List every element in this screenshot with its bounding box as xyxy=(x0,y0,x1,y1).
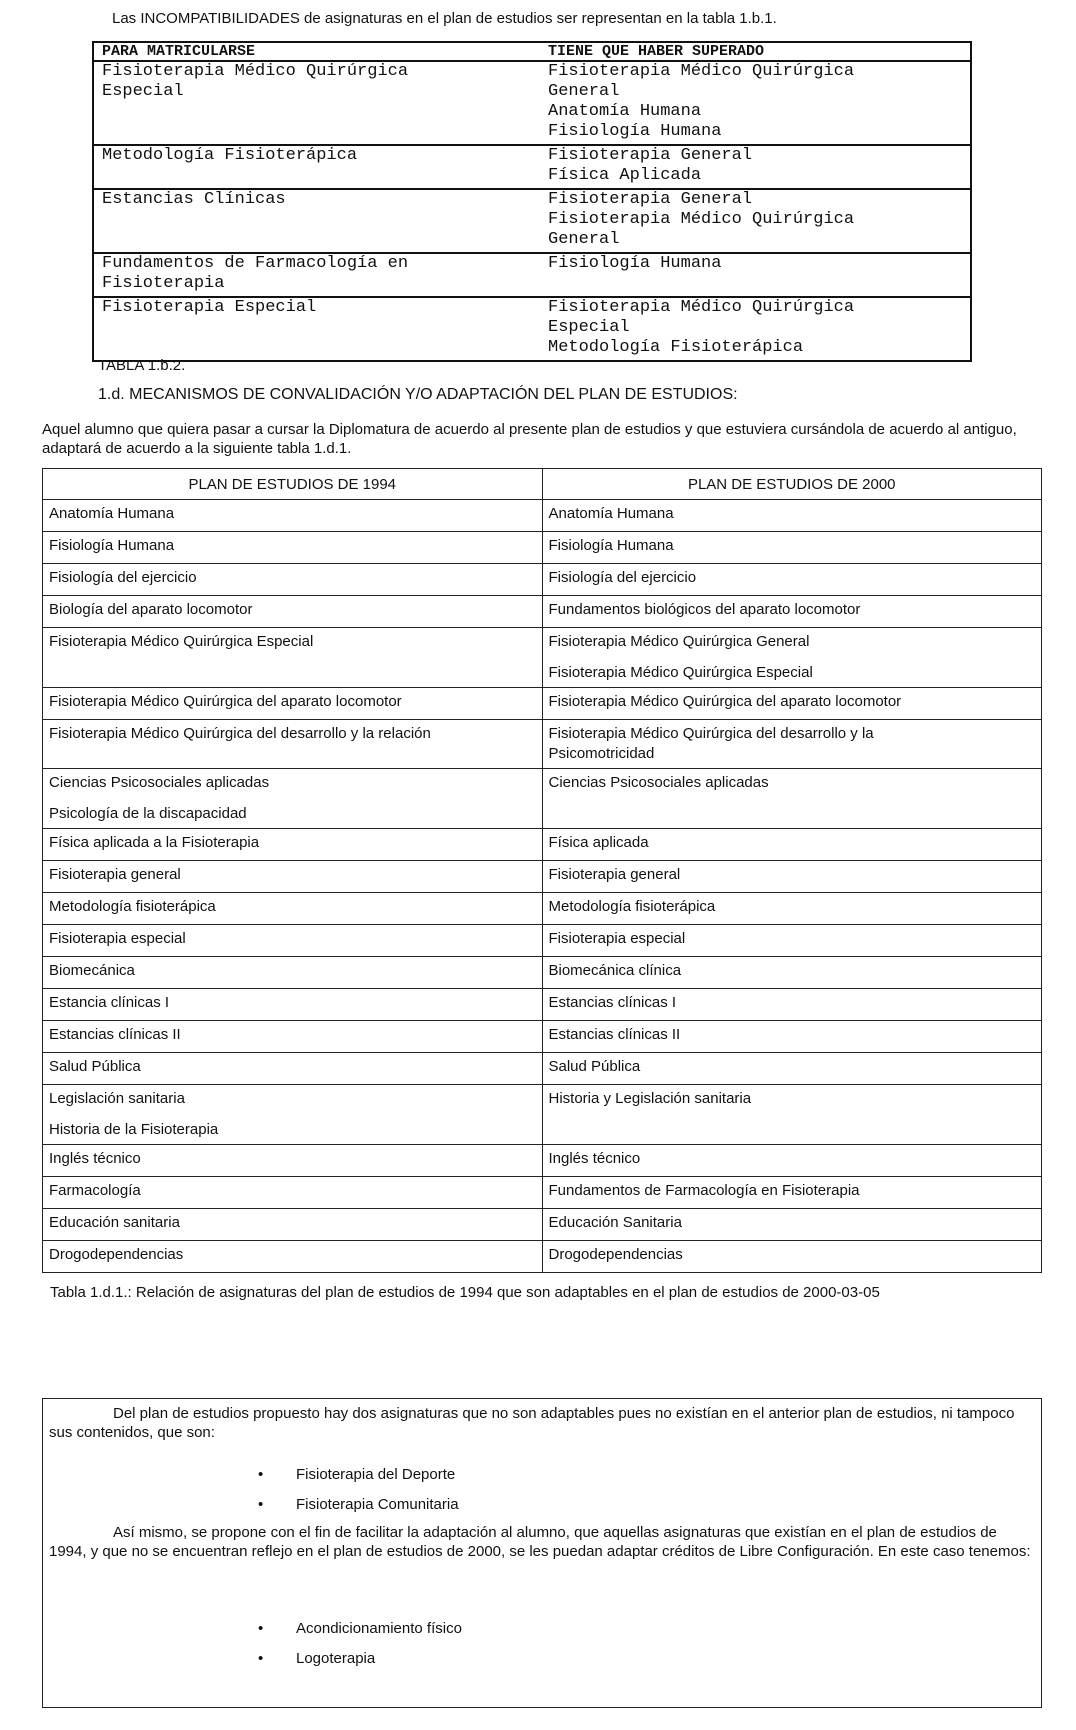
table-row xyxy=(43,1085,1042,1145)
bullet-text: Logoterapia xyxy=(296,1650,376,1667)
plan-2000-cell xyxy=(542,769,1042,829)
cell-line: Metodología Fisioterápica xyxy=(102,146,358,165)
plan-2000-cell xyxy=(542,628,1042,688)
cell-line: Fisioterapia xyxy=(102,274,225,293)
requirement-cell xyxy=(93,253,540,297)
table-row xyxy=(93,297,971,361)
table-row xyxy=(43,861,1042,893)
table-row xyxy=(43,688,1042,720)
cell-line: Salud Pública xyxy=(548,1058,641,1075)
table2-header-2000: PLAN DE ESTUDIOS DE 2000 xyxy=(542,469,1042,500)
plan-2000-cell xyxy=(542,532,1042,564)
plan-1994-cell xyxy=(43,957,543,989)
cell-line: Historia de la Fisioterapia xyxy=(49,1121,219,1138)
plan-1994-cell xyxy=(43,1145,543,1177)
cell-line: Fisiología Humana xyxy=(548,537,674,554)
cell-line: Biomecánica clínica xyxy=(548,962,682,979)
plan-1994-cell xyxy=(43,769,543,829)
plan-2000-cell xyxy=(542,1021,1042,1053)
intro-paragraph: Aquel alumno que quiera pasar a cursar la Diplomatura de acuerdo al presente plan de estudios y que estuviera cursándola de acuerdo al antiguo, adaptará de acuerdo a la siguiente tabla 1.d.1. xyxy=(42,421,1017,457)
plan-2000-cell xyxy=(542,1177,1042,1209)
cell-line: Fisioterapia Médico Quirúrgica xyxy=(548,62,855,81)
table-row xyxy=(43,1241,1042,1273)
plan-1994-cell xyxy=(43,829,543,861)
cell-line: Metodología Fisioterápica xyxy=(548,338,804,357)
cell-line: Fisioterapia general xyxy=(49,866,181,883)
notes-box xyxy=(42,1398,1042,1708)
plan-2000-cell xyxy=(542,957,1042,989)
table-row xyxy=(93,253,971,297)
requirement-cell xyxy=(93,189,540,253)
cell-line: Fisioterapia Médico Quirúrgica del desarrollo y la xyxy=(548,725,874,742)
plan-1994-cell xyxy=(43,1053,543,1085)
plan-1994-cell xyxy=(43,596,543,628)
bullet-item xyxy=(258,1620,462,1637)
cell-line: Drogodependencias xyxy=(548,1246,683,1263)
cell-line: Especial xyxy=(548,318,630,337)
plan-2000-cell xyxy=(542,829,1042,861)
cell-line: Metodología fisioterápica xyxy=(548,898,716,915)
plan-2000-cell xyxy=(542,1209,1042,1241)
cell-line: Salud Pública xyxy=(49,1058,141,1075)
cell-line: Fisioterapia Médico Quirúrgica xyxy=(548,298,855,317)
cell-line: Inglés técnico xyxy=(49,1150,141,1167)
cell-line: Fisiología del ejercicio xyxy=(49,569,197,586)
table-row xyxy=(43,1145,1042,1177)
bullet-icon: • xyxy=(258,1620,264,1637)
cell-line: Fisioterapia Médico Quirúrgica General xyxy=(548,633,810,650)
cell-line: Educación sanitaria xyxy=(49,1214,180,1231)
cell-line: Farmacología xyxy=(49,1182,141,1199)
cell-line: Fisioterapia especial xyxy=(548,930,686,947)
plan-2000-cell xyxy=(542,1241,1042,1273)
table-row xyxy=(43,596,1042,628)
table-row xyxy=(43,1177,1042,1209)
requirement-cell xyxy=(93,297,540,361)
cell-line: Fundamentos de Farmacología en Fisioterapia xyxy=(548,1182,860,1199)
plan-1994-cell xyxy=(43,989,543,1021)
cell-line: Fisiología Humana xyxy=(548,122,722,141)
section-heading: 1.d. MECANISMOS DE CONVALIDACIÓN Y/O ADAPTACIÓN DEL PLAN DE ESTUDIOS: xyxy=(98,386,738,403)
cell-line: Anatomía Humana xyxy=(548,102,702,121)
cell-line: Estancia clínicas I xyxy=(49,994,170,1011)
plan-2000-cell xyxy=(542,688,1042,720)
requirement-cell xyxy=(93,145,540,189)
cell-line: Anatomía Humana xyxy=(548,505,674,522)
plan-1994-cell xyxy=(43,720,543,769)
cell-line: Fundamentos biológicos del aparato locomotor xyxy=(548,601,861,618)
cell-line: Fisioterapia Especial xyxy=(102,298,317,317)
cell-line: Psicología de la discapacidad xyxy=(49,805,247,822)
cell-line: Estancias clínicas II xyxy=(548,1026,681,1043)
cell-line: Legislación sanitaria xyxy=(49,1090,185,1107)
plan-1994-cell xyxy=(43,688,543,720)
plan-1994-cell xyxy=(43,1021,543,1053)
cell-line: Estancias clínicas I xyxy=(548,994,677,1011)
table2-caption: Tabla 1.d.1.: Relación de asignaturas del plan de estudios de 1994 que son adaptables en el plan de estudios de 2000-03-05 xyxy=(50,1284,880,1301)
plan-1994-cell xyxy=(43,500,543,532)
plan-2000-cell xyxy=(542,861,1042,893)
plan-1994-cell xyxy=(43,893,543,925)
plan-1994-cell xyxy=(43,1209,543,1241)
cell-line: Estancias Clínicas xyxy=(102,190,286,209)
plan-2000-cell xyxy=(542,1145,1042,1177)
prerequisite-cell xyxy=(540,297,971,361)
plan-2000-cell xyxy=(542,925,1042,957)
plan-1994-cell xyxy=(43,925,543,957)
table-row xyxy=(43,769,1042,829)
cell-line: Fisioterapia Médico Quirúrgica xyxy=(548,210,855,229)
cell-line: Física Aplicada xyxy=(548,166,702,185)
cell-line: Fisioterapia Médico Quirúrgica Especial xyxy=(548,664,813,681)
notes-paragraph-2: Así mismo, se propone con el fin de facilitar la adaptación al alumno, que aquellas asignaturas que existían en el plan de estudios de 1994, y que no se encuentran reflejo en el plan de estudios de 2000, se les puedan adaptar créditos de Libre Configuración. En este caso tenemos: xyxy=(49,1524,1031,1560)
bullet-text: Fisioterapia del Deporte xyxy=(296,1466,456,1483)
table-row xyxy=(43,532,1042,564)
plan-2000-cell xyxy=(542,596,1042,628)
plan-1994-cell xyxy=(43,1241,543,1273)
cell-line: Fisioterapia Médico Quirúrgica Especial xyxy=(49,633,314,650)
table-row xyxy=(93,145,971,189)
table-row xyxy=(93,61,971,145)
table-row xyxy=(43,925,1042,957)
cell-line: General xyxy=(548,82,620,101)
cell-line: Física aplicada a la Fisioterapia xyxy=(49,834,260,851)
table1-header-left: PARA MATRICULARSE xyxy=(93,42,540,61)
table-row xyxy=(43,1053,1042,1085)
table-row xyxy=(43,720,1042,769)
table-row xyxy=(43,893,1042,925)
cell-line: Fisioterapia especial xyxy=(49,930,186,947)
cell-line: Especial xyxy=(102,82,184,101)
plan-1994-cell xyxy=(43,628,543,688)
bullet-icon: • xyxy=(258,1650,264,1667)
table2-body xyxy=(43,500,1042,1273)
table-row xyxy=(43,628,1042,688)
table-row xyxy=(43,500,1042,532)
cell-line: Anatomía Humana xyxy=(49,505,175,522)
table-row xyxy=(43,564,1042,596)
cell-line: Fisioterapia Médico Quirúrgica xyxy=(102,62,409,81)
cell-line: Estancias clínicas II xyxy=(49,1026,181,1043)
plan-1994-cell xyxy=(43,1085,543,1145)
cell-line: Fisioterapia General xyxy=(548,146,753,165)
cell-line: Fisiología Humana xyxy=(49,537,175,554)
cell-line: Fisioterapia Médico Quirúrgica del aparato locomotor xyxy=(49,693,402,710)
bullet-icon: • xyxy=(258,1496,264,1513)
table2-header-1994: PLAN DE ESTUDIOS DE 1994 xyxy=(43,469,543,500)
cell-line: Ciencias Psicosociales aplicadas xyxy=(49,774,270,791)
bullet-item xyxy=(258,1466,455,1483)
cell-line: General xyxy=(548,230,620,249)
cell-line: Física aplicada xyxy=(548,834,649,851)
bullet-item xyxy=(258,1496,459,1513)
cell-line: Fisioterapia Médico Quirúrgica del desarrollo y la relación xyxy=(49,725,431,742)
cell-line: Psicomotricidad xyxy=(548,745,655,762)
requirement-cell xyxy=(93,61,540,145)
cell-line: Fundamentos de Farmacología en xyxy=(102,254,409,273)
cell-line: Fisiología Humana xyxy=(548,254,722,273)
plan-1994-cell xyxy=(43,861,543,893)
table-row xyxy=(43,957,1042,989)
cell-line: Educación Sanitaria xyxy=(548,1214,682,1231)
cell-line: Ciencias Psicosociales aplicadas xyxy=(548,774,769,791)
cell-line: Metodología fisioterápica xyxy=(49,898,216,915)
bullet-text: Fisioterapia Comunitaria xyxy=(296,1496,459,1513)
cell-line: Fisioterapia general xyxy=(548,866,681,883)
prerequisite-cell xyxy=(540,189,971,253)
plan-1994-cell xyxy=(43,1177,543,1209)
table-row xyxy=(43,1021,1042,1053)
plan-2000-cell xyxy=(542,720,1042,769)
prerequisite-cell xyxy=(540,253,971,297)
table1-caption: TABLA 1.b.2. xyxy=(98,357,186,374)
cell-line: Fisioterapia General xyxy=(548,190,753,209)
cell-line: Biomecánica xyxy=(49,962,135,979)
table1-header-right: TIENE QUE HABER SUPERADO xyxy=(540,42,971,61)
table-row xyxy=(93,189,971,253)
plan-2000-cell xyxy=(542,500,1042,532)
cell-line: Biología del aparato locomotor xyxy=(49,601,253,618)
table-row xyxy=(43,989,1042,1021)
cell-line: Fisiología del ejercicio xyxy=(548,569,697,586)
cell-line: Fisioterapia Médico Quirúrgica del aparato locomotor xyxy=(548,693,902,710)
cell-line: Historia y Legislación sanitaria xyxy=(548,1090,752,1107)
intro-text: Las INCOMPATIBILIDADES de asignaturas en el plan de estudios ser representan en la tabla 1.b.1. xyxy=(112,10,777,27)
notes-paragraph-1: Del plan de estudios propuesto hay dos asignaturas que no son adaptables pues no existían en el anterior plan de estudios, ni tampoco sus contenidos, que son: xyxy=(49,1405,1015,1441)
table-row xyxy=(43,1209,1042,1241)
plan-2000-cell xyxy=(542,989,1042,1021)
table1-body xyxy=(93,61,971,361)
adaptation-table xyxy=(42,468,1042,1273)
table-row xyxy=(43,829,1042,861)
plan-2000-cell xyxy=(542,1053,1042,1085)
plan-1994-cell xyxy=(43,564,543,596)
plan-2000-cell xyxy=(542,564,1042,596)
bullet-item xyxy=(258,1650,375,1667)
plan-2000-cell xyxy=(542,893,1042,925)
cell-line: Drogodependencias xyxy=(49,1246,184,1263)
prerequisite-cell xyxy=(540,145,971,189)
bullet-icon: • xyxy=(258,1466,264,1483)
bullet-text: Acondicionamiento físico xyxy=(296,1620,462,1637)
plan-1994-cell xyxy=(43,532,543,564)
incompatibility-table xyxy=(92,41,972,362)
plan-2000-cell xyxy=(542,1085,1042,1145)
prerequisite-cell xyxy=(540,61,971,145)
cell-line: Inglés técnico xyxy=(548,1150,641,1167)
